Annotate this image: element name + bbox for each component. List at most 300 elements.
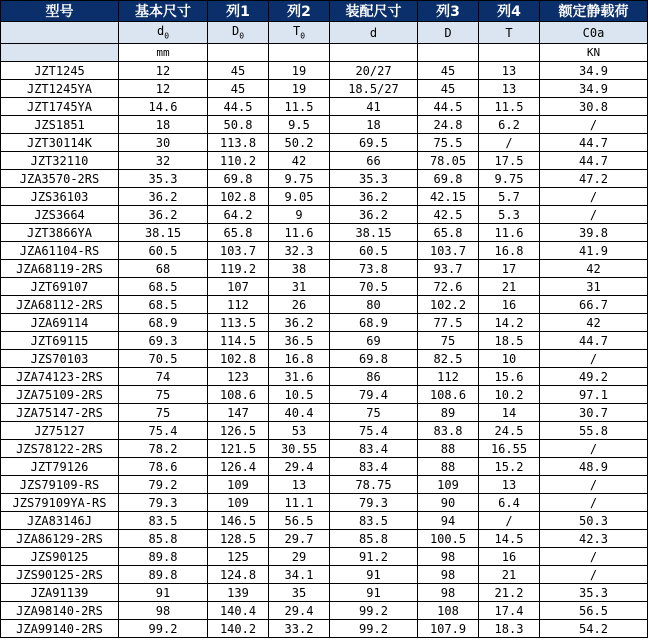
table-row	[1, 170, 648, 188]
cell-col3-D: 75.5	[418, 134, 479, 152]
cell-col2-T0: 42	[269, 152, 330, 170]
cell-col2-T0: 34.1	[269, 566, 330, 584]
cell-col1-D0: 146.5	[208, 512, 269, 530]
cell-basic-size-d0: 12	[119, 62, 208, 80]
cell-basic-size-d0: 91	[119, 584, 208, 602]
table-row	[1, 62, 648, 80]
cell-col4-T: 15.2	[479, 458, 540, 476]
cell-col1-D0: 123	[208, 368, 269, 386]
table-row	[1, 152, 648, 170]
table-row	[1, 584, 648, 602]
cell-assembly-d: 78.75	[330, 476, 418, 494]
table-row	[1, 80, 648, 98]
cell-static-load-c0a: 42	[540, 314, 648, 332]
cell-model: JZS70103	[1, 350, 119, 368]
cell-assembly-d: 20/27	[330, 62, 418, 80]
cell-model: JZA83146J	[1, 512, 119, 530]
cell-assembly-d: 75	[330, 404, 418, 422]
table-row	[1, 530, 648, 548]
cell-static-load-c0a: 44.7	[540, 152, 648, 170]
cell-col3-D: 78.05	[418, 152, 479, 170]
cell-basic-size-d0: 69.3	[119, 332, 208, 350]
cell-col1-D0: 109	[208, 476, 269, 494]
cell-model: JZT1745YA	[1, 98, 119, 116]
cell-model: JZS78122-2RS	[1, 440, 119, 458]
unit-cell: KN	[540, 44, 648, 62]
cell-col3-D: 108	[418, 602, 479, 620]
cell-col2-T0: 29	[269, 548, 330, 566]
cell-static-load-c0a: 39.8	[540, 224, 648, 242]
cell-basic-size-d0: 79.2	[119, 476, 208, 494]
cell-col1-D0: 50.8	[208, 116, 269, 134]
cell-col4-T: 6.4	[479, 494, 540, 512]
cell-col1-D0: 109	[208, 494, 269, 512]
header-static-load: 额定静载荷	[540, 1, 648, 22]
table-row	[1, 134, 648, 152]
cell-col4-T: 21.2	[479, 584, 540, 602]
cell-model: JZA61104-RS	[1, 242, 119, 260]
cell-static-load-c0a: 44.7	[540, 134, 648, 152]
cell-model: JZA68112-2RS	[1, 296, 119, 314]
table-row	[1, 98, 648, 116]
cell-col1-D0: 65.8	[208, 224, 269, 242]
cell-static-load-c0a: /	[540, 548, 648, 566]
cell-col2-T0: 9.05	[269, 188, 330, 206]
cell-model: JZA98140-2RS	[1, 602, 119, 620]
table-row	[1, 224, 648, 242]
cell-col1-D0: 140.4	[208, 602, 269, 620]
cell-basic-size-d0: 36.2	[119, 206, 208, 224]
cell-model: JZT79126	[1, 458, 119, 476]
cell-col2-T0: 10.5	[269, 386, 330, 404]
cell-col4-T: 21	[479, 278, 540, 296]
cell-basic-size-d0: 89.8	[119, 548, 208, 566]
table-row	[1, 620, 648, 638]
cell-static-load-c0a: 44.7	[540, 332, 648, 350]
cell-col2-T0: 26	[269, 296, 330, 314]
cell-col1-D0: 44.5	[208, 98, 269, 116]
cell-assembly-d: 86	[330, 368, 418, 386]
cell-static-load-c0a: 41.9	[540, 242, 648, 260]
cell-col4-T: 11.6	[479, 224, 540, 242]
symbol-cell: D	[418, 22, 479, 44]
cell-col4-T: 14	[479, 404, 540, 422]
cell-col3-D: 100.5	[418, 530, 479, 548]
cell-basic-size-d0: 68.9	[119, 314, 208, 332]
cell-static-load-c0a: 48.9	[540, 458, 648, 476]
cell-col4-T: 11.5	[479, 98, 540, 116]
cell-col3-D: 77.5	[418, 314, 479, 332]
table-body	[1, 62, 648, 638]
cell-basic-size-d0: 35.3	[119, 170, 208, 188]
cell-col1-D0: 113.5	[208, 314, 269, 332]
cell-col2-T0: 38	[269, 260, 330, 278]
table-row	[1, 548, 648, 566]
unit-cell	[269, 44, 330, 62]
unit-cell	[208, 44, 269, 62]
cell-col1-D0: 112	[208, 296, 269, 314]
cell-col2-T0: 31	[269, 278, 330, 296]
table-row	[1, 386, 648, 404]
cell-assembly-d: 91.2	[330, 548, 418, 566]
cell-assembly-d: 91	[330, 566, 418, 584]
cell-col4-T: 14.2	[479, 314, 540, 332]
cell-col3-D: 88	[418, 458, 479, 476]
header-col2: 列2	[269, 1, 330, 22]
cell-col1-D0: 45	[208, 62, 269, 80]
cell-col4-T: 13	[479, 476, 540, 494]
cell-assembly-d: 68.9	[330, 314, 418, 332]
cell-static-load-c0a: 30.8	[540, 98, 648, 116]
cell-col1-D0: 69.8	[208, 170, 269, 188]
cell-assembly-d: 69.8	[330, 350, 418, 368]
cell-col3-D: 82.5	[418, 350, 479, 368]
cell-col3-D: 107.9	[418, 620, 479, 638]
cell-basic-size-d0: 85.8	[119, 530, 208, 548]
cell-model: JZT32110	[1, 152, 119, 170]
cell-assembly-d: 38.15	[330, 224, 418, 242]
cell-col4-T: 16	[479, 548, 540, 566]
cell-col2-T0: 13	[269, 476, 330, 494]
header-assembly-size: 装配尺寸	[330, 1, 418, 22]
cell-col2-T0: 50.2	[269, 134, 330, 152]
cell-basic-size-d0: 78.2	[119, 440, 208, 458]
cell-col2-T0: 56.5	[269, 512, 330, 530]
cell-col4-T: 16	[479, 296, 540, 314]
cell-assembly-d: 75.4	[330, 422, 418, 440]
cell-static-load-c0a: 54.2	[540, 620, 648, 638]
cell-model: JZT69107	[1, 278, 119, 296]
cell-col4-T: 17.4	[479, 602, 540, 620]
table-row	[1, 332, 648, 350]
unit-cell	[330, 44, 418, 62]
cell-model: JZA74123-2RS	[1, 368, 119, 386]
cell-col3-D: 93.7	[418, 260, 479, 278]
cell-col2-T0: 9	[269, 206, 330, 224]
cell-basic-size-d0: 89.8	[119, 566, 208, 584]
cell-assembly-d: 73.8	[330, 260, 418, 278]
cell-col3-D: 24.8	[418, 116, 479, 134]
cell-col4-T: 14.5	[479, 530, 540, 548]
cell-col2-T0: 11.1	[269, 494, 330, 512]
cell-col3-D: 103.7	[418, 242, 479, 260]
cell-col3-D: 45	[418, 62, 479, 80]
cell-assembly-d: 18.5/27	[330, 80, 418, 98]
cell-assembly-d: 99.2	[330, 620, 418, 638]
cell-basic-size-d0: 14.6	[119, 98, 208, 116]
cell-assembly-d: 99.2	[330, 602, 418, 620]
unit-row	[1, 44, 648, 62]
cell-col4-T: 16.55	[479, 440, 540, 458]
cell-static-load-c0a: 42	[540, 260, 648, 278]
cell-static-load-c0a: /	[540, 206, 648, 224]
table-row	[1, 422, 648, 440]
cell-basic-size-d0: 98	[119, 602, 208, 620]
cell-col3-D: 112	[418, 368, 479, 386]
cell-col2-T0: 29.4	[269, 458, 330, 476]
cell-basic-size-d0: 60.5	[119, 242, 208, 260]
table-row	[1, 260, 648, 278]
cell-model: JZT69115	[1, 332, 119, 350]
cell-basic-size-d0: 30	[119, 134, 208, 152]
cell-basic-size-d0: 32	[119, 152, 208, 170]
cell-col2-T0: 29.7	[269, 530, 330, 548]
unit-cell	[418, 44, 479, 62]
cell-basic-size-d0: 79.3	[119, 494, 208, 512]
cell-basic-size-d0: 75	[119, 386, 208, 404]
cell-model: JZA86129-2RS	[1, 530, 119, 548]
cell-col4-T: 6.2	[479, 116, 540, 134]
header-row	[1, 1, 648, 22]
cell-assembly-d: 79.3	[330, 494, 418, 512]
cell-col1-D0: 119.2	[208, 260, 269, 278]
cell-col4-T: 10	[479, 350, 540, 368]
cell-assembly-d: 91	[330, 584, 418, 602]
cell-basic-size-d0: 75	[119, 404, 208, 422]
header-basic-size: 基本尺寸	[119, 1, 208, 22]
cell-col4-T: 13	[479, 80, 540, 98]
header-col3: 列3	[418, 1, 479, 22]
cell-col2-T0: 11.6	[269, 224, 330, 242]
cell-basic-size-d0: 38.15	[119, 224, 208, 242]
symbol-cell	[1, 22, 119, 44]
cell-static-load-c0a: /	[540, 116, 648, 134]
cell-model: JZS3664	[1, 206, 119, 224]
cell-col3-D: 89	[418, 404, 479, 422]
cell-model: JZA91139	[1, 584, 119, 602]
cell-col2-T0: 9.75	[269, 170, 330, 188]
cell-model: JZT1245YA	[1, 80, 119, 98]
cell-col1-D0: 107	[208, 278, 269, 296]
cell-col4-T: 13	[479, 62, 540, 80]
cell-col1-D0: 125	[208, 548, 269, 566]
table-row	[1, 314, 648, 332]
cell-col4-T: 24.5	[479, 422, 540, 440]
cell-static-load-c0a: /	[540, 566, 648, 584]
cell-static-load-c0a: /	[540, 494, 648, 512]
symbol-cell: $d_0$	[119, 22, 208, 44]
cell-model: JZA75109-2RS	[1, 386, 119, 404]
cell-col2-T0: 11.5	[269, 98, 330, 116]
cell-col3-D: 90	[418, 494, 479, 512]
unit-cell: mm	[119, 44, 208, 62]
cell-assembly-d: 83.5	[330, 512, 418, 530]
cell-assembly-d: 83.4	[330, 458, 418, 476]
cell-col4-T: 18.5	[479, 332, 540, 350]
cell-col2-T0: 30.55	[269, 440, 330, 458]
cell-col3-D: 65.8	[418, 224, 479, 242]
cell-model: JZ75127	[1, 422, 119, 440]
cell-col4-T: 10.2	[479, 386, 540, 404]
cell-model: JZT30114K	[1, 134, 119, 152]
cell-col2-T0: 53	[269, 422, 330, 440]
cell-basic-size-d0: 36.2	[119, 188, 208, 206]
cell-assembly-d: 66	[330, 152, 418, 170]
cell-static-load-c0a: /	[540, 350, 648, 368]
cell-static-load-c0a: /	[540, 188, 648, 206]
cell-static-load-c0a: 56.5	[540, 602, 648, 620]
cell-basic-size-d0: 12	[119, 80, 208, 98]
cell-col1-D0: 121.5	[208, 440, 269, 458]
cell-col1-D0: 126.4	[208, 458, 269, 476]
unit-cell	[479, 44, 540, 62]
cell-col1-D0: 103.7	[208, 242, 269, 260]
header-model: 型号	[1, 1, 119, 22]
cell-col2-T0: 31.6	[269, 368, 330, 386]
cell-static-load-c0a: 34.9	[540, 62, 648, 80]
cell-assembly-d: 60.5	[330, 242, 418, 260]
cell-assembly-d: 69	[330, 332, 418, 350]
symbol-cell: d	[330, 22, 418, 44]
cell-col2-T0: 19	[269, 62, 330, 80]
table-row	[1, 278, 648, 296]
table-row	[1, 458, 648, 476]
cell-col2-T0: 9.5	[269, 116, 330, 134]
cell-col3-D: 69.8	[418, 170, 479, 188]
cell-basic-size-d0: 68	[119, 260, 208, 278]
cell-static-load-c0a: 35.3	[540, 584, 648, 602]
cell-col1-D0: 64.2	[208, 206, 269, 224]
cell-col2-T0: 32.3	[269, 242, 330, 260]
table-row	[1, 188, 648, 206]
cell-static-load-c0a: /	[540, 476, 648, 494]
cell-col3-D: 72.6	[418, 278, 479, 296]
table-row	[1, 512, 648, 530]
header-col4: 列4	[479, 1, 540, 22]
cell-static-load-c0a: 34.9	[540, 80, 648, 98]
cell-static-load-c0a: /	[540, 440, 648, 458]
cell-col2-T0: 19	[269, 80, 330, 98]
table-row	[1, 404, 648, 422]
cell-col2-T0: 35	[269, 584, 330, 602]
symbol-cell: $D_0$	[208, 22, 269, 44]
cell-col2-T0: 36.5	[269, 332, 330, 350]
cell-model: JZT3866YA	[1, 224, 119, 242]
cell-basic-size-d0: 99.2	[119, 620, 208, 638]
cell-col1-D0: 140.2	[208, 620, 269, 638]
cell-basic-size-d0: 75.4	[119, 422, 208, 440]
cell-model: JZS36103	[1, 188, 119, 206]
cell-model: JZS79109YA-RS	[1, 494, 119, 512]
cell-col1-D0: 113.8	[208, 134, 269, 152]
table-row	[1, 494, 648, 512]
cell-col4-T: 17.5	[479, 152, 540, 170]
cell-assembly-d: 36.2	[330, 188, 418, 206]
cell-col4-T: 5.7	[479, 188, 540, 206]
cell-col1-D0: 102.8	[208, 188, 269, 206]
cell-static-load-c0a: 42.3	[540, 530, 648, 548]
table-row	[1, 566, 648, 584]
symbol-cell: $T_0$	[269, 22, 330, 44]
cell-col4-T: 18.3	[479, 620, 540, 638]
cell-col3-D: 88	[418, 440, 479, 458]
header-col1: 列1	[208, 1, 269, 22]
cell-assembly-d: 80	[330, 296, 418, 314]
cell-static-load-c0a: 55.8	[540, 422, 648, 440]
cell-col4-T: 16.8	[479, 242, 540, 260]
cell-col4-T: 9.75	[479, 170, 540, 188]
cell-assembly-d: 35.3	[330, 170, 418, 188]
cell-model: JZA3570-2RS	[1, 170, 119, 188]
table-row	[1, 440, 648, 458]
cell-col1-D0: 139	[208, 584, 269, 602]
cell-col3-D: 42.5	[418, 206, 479, 224]
cell-basic-size-d0: 83.5	[119, 512, 208, 530]
table-row	[1, 602, 648, 620]
table-row	[1, 368, 648, 386]
symbol-cell: C0a	[540, 22, 648, 44]
cell-model: JZA68119-2RS	[1, 260, 119, 278]
cell-model: JZS90125-2RS	[1, 566, 119, 584]
cell-basic-size-d0: 74	[119, 368, 208, 386]
cell-static-load-c0a: 31	[540, 278, 648, 296]
cell-basic-size-d0: 68.5	[119, 278, 208, 296]
cell-col1-D0: 108.6	[208, 386, 269, 404]
cell-col4-T: 21	[479, 566, 540, 584]
table-row	[1, 296, 648, 314]
cell-assembly-d: 18	[330, 116, 418, 134]
cell-col2-T0: 40.4	[269, 404, 330, 422]
table-row	[1, 206, 648, 224]
cell-assembly-d: 41	[330, 98, 418, 116]
cell-model: JZA75147-2RS	[1, 404, 119, 422]
cell-static-load-c0a: 30.7	[540, 404, 648, 422]
cell-col1-D0: 126.5	[208, 422, 269, 440]
cell-col1-D0: 147	[208, 404, 269, 422]
cell-col4-T: /	[479, 512, 540, 530]
cell-col2-T0: 33.2	[269, 620, 330, 638]
cell-col1-D0: 102.8	[208, 350, 269, 368]
table-row	[1, 116, 648, 134]
cell-basic-size-d0: 78.6	[119, 458, 208, 476]
cell-col3-D: 42.15	[418, 188, 479, 206]
cell-col1-D0: 128.5	[208, 530, 269, 548]
symbol-cell: T	[479, 22, 540, 44]
cell-col3-D: 75	[418, 332, 479, 350]
cell-static-load-c0a: 97.1	[540, 386, 648, 404]
cell-col1-D0: 110.2	[208, 152, 269, 170]
table-row	[1, 476, 648, 494]
cell-assembly-d: 85.8	[330, 530, 418, 548]
cell-model: JZS79109-RS	[1, 476, 119, 494]
cell-col4-T: /	[479, 134, 540, 152]
cell-col3-D: 83.8	[418, 422, 479, 440]
cell-basic-size-d0: 68.5	[119, 296, 208, 314]
cell-col4-T: 15.6	[479, 368, 540, 386]
cell-model: JZA99140-2RS	[1, 620, 119, 638]
cell-assembly-d: 70.5	[330, 278, 418, 296]
cell-static-load-c0a: 66.7	[540, 296, 648, 314]
cell-col3-D: 98	[418, 584, 479, 602]
table-row	[1, 350, 648, 368]
cell-col4-T: 17	[479, 260, 540, 278]
cell-col1-D0: 114.5	[208, 332, 269, 350]
cell-col3-D: 98	[418, 566, 479, 584]
cell-col3-D: 98	[418, 548, 479, 566]
symbol-row	[1, 22, 648, 44]
cell-assembly-d: 79.4	[330, 386, 418, 404]
cell-col3-D: 94	[418, 512, 479, 530]
cell-model: JZS1851	[1, 116, 119, 134]
cell-model: JZS90125	[1, 548, 119, 566]
cell-col2-T0: 36.2	[269, 314, 330, 332]
cell-col4-T: 5.3	[479, 206, 540, 224]
unit-cell	[1, 44, 119, 62]
cell-static-load-c0a: 47.2	[540, 170, 648, 188]
cell-col2-T0: 16.8	[269, 350, 330, 368]
cell-assembly-d: 69.5	[330, 134, 418, 152]
cell-static-load-c0a: 50.3	[540, 512, 648, 530]
